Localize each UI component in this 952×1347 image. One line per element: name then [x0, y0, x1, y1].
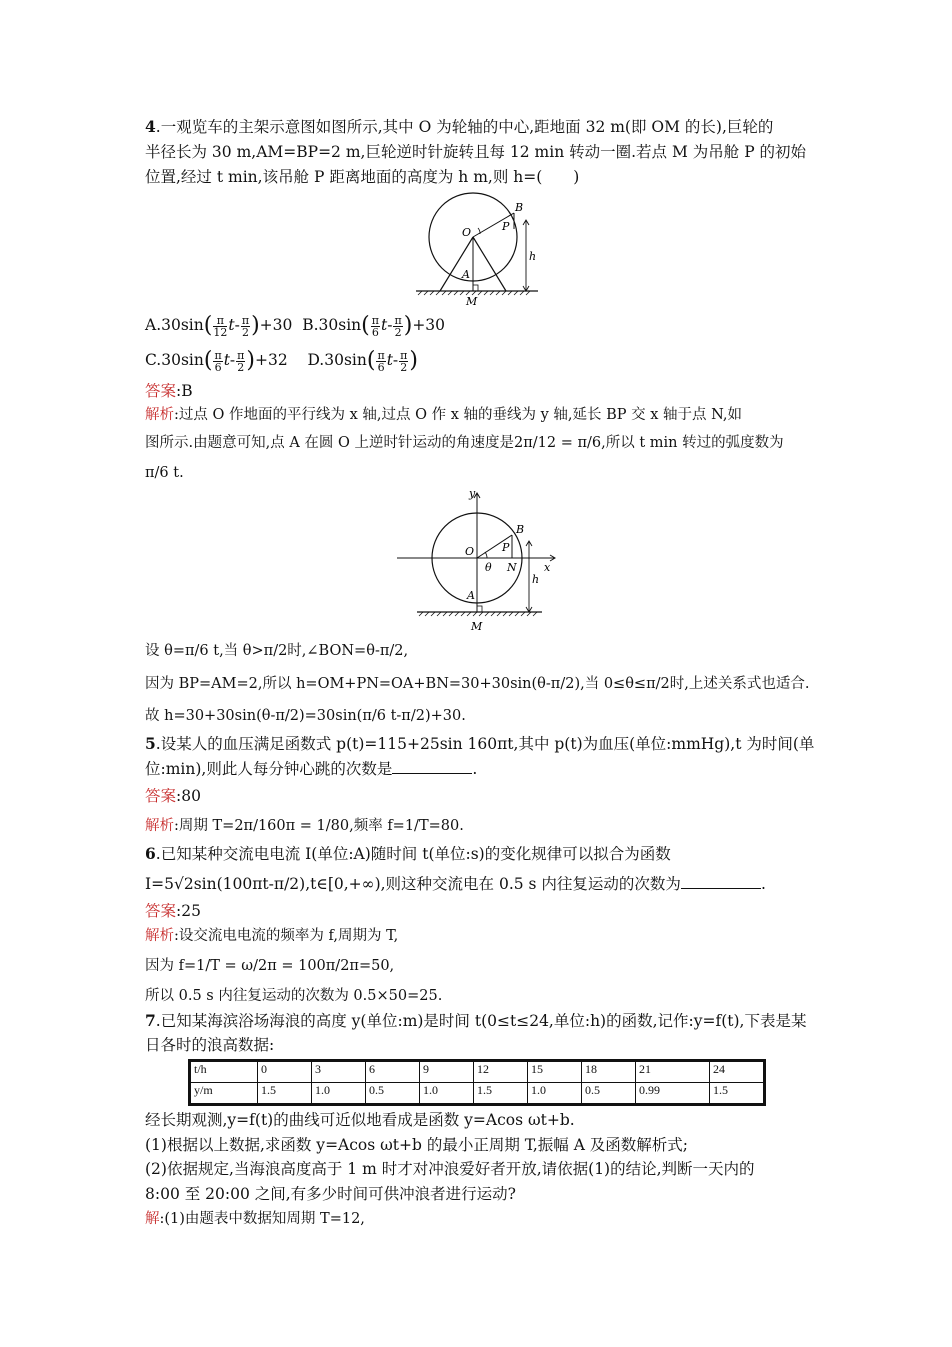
q4-analysis-3: π/6 t.	[145, 465, 184, 481]
svg-text:y: y	[469, 487, 476, 500]
svg-text:A: A	[462, 268, 470, 281]
table-cell: 0.5	[582, 1083, 636, 1105]
table-cell: 21	[636, 1061, 710, 1083]
table-cell: 1.5	[710, 1083, 765, 1105]
option-b: B.30sin( $\frac{\pi}{6}$ t- $\frac{\pi}{2}$ )+30	[302, 313, 446, 339]
q7-line-2: 日各时的浪高数据:	[145, 1036, 275, 1054]
svg-text:O: O	[462, 226, 472, 239]
q6-analysis-1: 解析:设交流电电流的频率为 f,周期为 T,	[145, 928, 399, 944]
q4-answer: 答案:B	[145, 382, 193, 400]
q4-line-2: 半径长为 30 m,AM=BP=2 m,巨轮逆时针旋转且每 12 min 转动一圈.若点 M 为吊舱 P 的初始	[145, 143, 807, 161]
table-cell: 1.5	[474, 1083, 528, 1105]
q5-answer: 答案:80	[145, 787, 201, 805]
q4-options-ab	[145, 314, 445, 338]
table-cell: 0.5	[366, 1083, 420, 1105]
q7-line-4: (1)根据以上数据,求函数 y=Acos ωt+b 的最小正周期 T,振幅 A 及函数解析式;	[145, 1136, 689, 1154]
svg-text:M: M	[471, 620, 483, 633]
table-cell: 12	[474, 1061, 528, 1083]
option-d: D.30sin( $\frac{\pi}{6}$ t- $\frac{\pi}{2}$ )	[307, 348, 418, 374]
option-c: C.30sin( $\frac{\pi}{6}$ t- $\frac{\pi}{2}$ )+32	[145, 348, 288, 374]
svg-text:O: O	[465, 545, 475, 558]
q7-line-5: (2)依据规定,当海浪高度高于 1 m 时才对冲浪爱好者开放,请依据(1)的结论,判断一天内的	[145, 1160, 755, 1178]
svg-text:x: x	[544, 561, 551, 574]
svg-text:P: P	[502, 220, 510, 233]
svg-text:B: B	[515, 201, 524, 214]
q6-line-2: I=5√2sin(100πt-π/2),t∈[0,+∞),则这种交流电在 0.5 s 内往复运动的次数为 .	[145, 875, 766, 893]
svg-text:M: M	[466, 295, 478, 307]
table-cell: 1.5	[258, 1083, 312, 1105]
q6-answer: 答案:25	[145, 902, 201, 920]
table-cell: 1.0	[528, 1083, 582, 1105]
q5-line-2: 位:min),则此人每分钟心跳的次数是 .	[145, 760, 478, 778]
table-cell: t/h	[190, 1061, 258, 1083]
table-cell: 0	[258, 1061, 312, 1083]
table-cell: 3	[312, 1061, 366, 1083]
table-cell: 15	[528, 1061, 582, 1083]
option-a: A.30sin( $\frac{\pi}{12}$ t- $\frac{\pi}{2}$ )+30	[145, 313, 293, 339]
q4-analysis-1: 解析:过点 O 作地面的平行线为 x 轴,过点 O 作 x 轴的垂线为 y 轴,延长 BP 交 x 轴于点 N,如	[145, 407, 743, 423]
svg-text:P: P	[502, 541, 510, 554]
q6-analysis-3: 所以 0.5 s 内往复运动的次数为 0.5×50=25.	[145, 988, 443, 1004]
q6-analysis-2: 因为 f=1/T = ω/2π = 100π/2π=50,	[145, 958, 395, 974]
q7-line-1: 7.已知某海滨浴场海浪的高度 y(单位:m)是时间 t(0≤t≤24,单位:h)的函数,记作:y=f(t),下表是某	[145, 1011, 807, 1030]
q7-line-3: 经长期观测,y=f(t)的曲线可近似地看成是函数 y=Acos ωt+b.	[145, 1111, 575, 1129]
q5-line-1: 5.设某人的血压满足函数式 p(t)=115+25sin 160πt,其中 p(t)为血压(单位:mmHg),t 为时间(单	[145, 734, 815, 753]
svg-text:N: N	[507, 561, 517, 574]
table-cell: 0.99	[636, 1083, 710, 1105]
q4-solution-2: 因为 BP=AM=2,所以 h=OM+PN=OA+BN=30+30sin(θ-π/2),当 0≤θ≤π/2时,上述关系式也适合.	[145, 676, 810, 692]
table-row	[190, 1083, 765, 1105]
q5-answer-blank	[392, 759, 472, 774]
wave-height-table	[188, 1059, 766, 1106]
svg-text:h: h	[529, 250, 537, 263]
ferris-wheel-figure-1	[410, 192, 550, 307]
table-cell: 1.0	[420, 1083, 474, 1105]
ferris-wheel-figure-2	[392, 485, 572, 635]
table-row	[190, 1061, 765, 1083]
q4-analysis-2: 图所示.由题意可知,点 A 在圆 O 上逆时针运动的角速度是2π/12 = π/6,所以 t min 转过的弧度数为	[145, 435, 784, 451]
q4-line-3: 位置,经过 t min,该吊舱 P 距离地面的高度为 h m,则 h=( )	[145, 168, 580, 186]
q6-line-1: 6.已知某种交流电电流 I(单位:A)随时间 t(单位:s)的变化规律可以拟合为函数	[145, 844, 671, 863]
table-cell: 1.0	[312, 1083, 366, 1105]
q6-answer-blank	[681, 874, 761, 889]
svg-text:B: B	[516, 523, 525, 536]
table-cell: 6	[366, 1061, 420, 1083]
svg-text:h: h	[532, 573, 540, 586]
q4-options-cd	[145, 349, 418, 373]
q4-line-1: 4.一观览车的主架示意图如图所示,其中 O 为轮轴的中心,距地面 32 m(即 OM 的长),巨轮的	[145, 117, 774, 136]
table-cell: 9	[420, 1061, 474, 1083]
q7-solution: 解:(1)由题表中数据知周期 T=12,	[145, 1211, 365, 1227]
svg-text:θ: θ	[485, 561, 492, 574]
q4-solution-1: 设 θ=π/6 t,当 θ>π/2时,∠BON=θ-π/2,	[145, 643, 409, 659]
table-cell: 18	[582, 1061, 636, 1083]
table-cell: y/m	[190, 1083, 258, 1105]
table-cell: 24	[710, 1061, 765, 1083]
svg-text:A: A	[467, 589, 475, 602]
q7-line-6: 8:00 至 20:00 之间,有多少时间可供冲浪者进行运动?	[145, 1185, 516, 1203]
q4-solution-3: 故 h=30+30sin(θ-π/2)=30sin(π/6 t-π/2)+30.	[145, 708, 466, 724]
q5-analysis: 解析:周期 T=2π/160π = 1/80,频率 f=1/T=80.	[145, 818, 464, 834]
